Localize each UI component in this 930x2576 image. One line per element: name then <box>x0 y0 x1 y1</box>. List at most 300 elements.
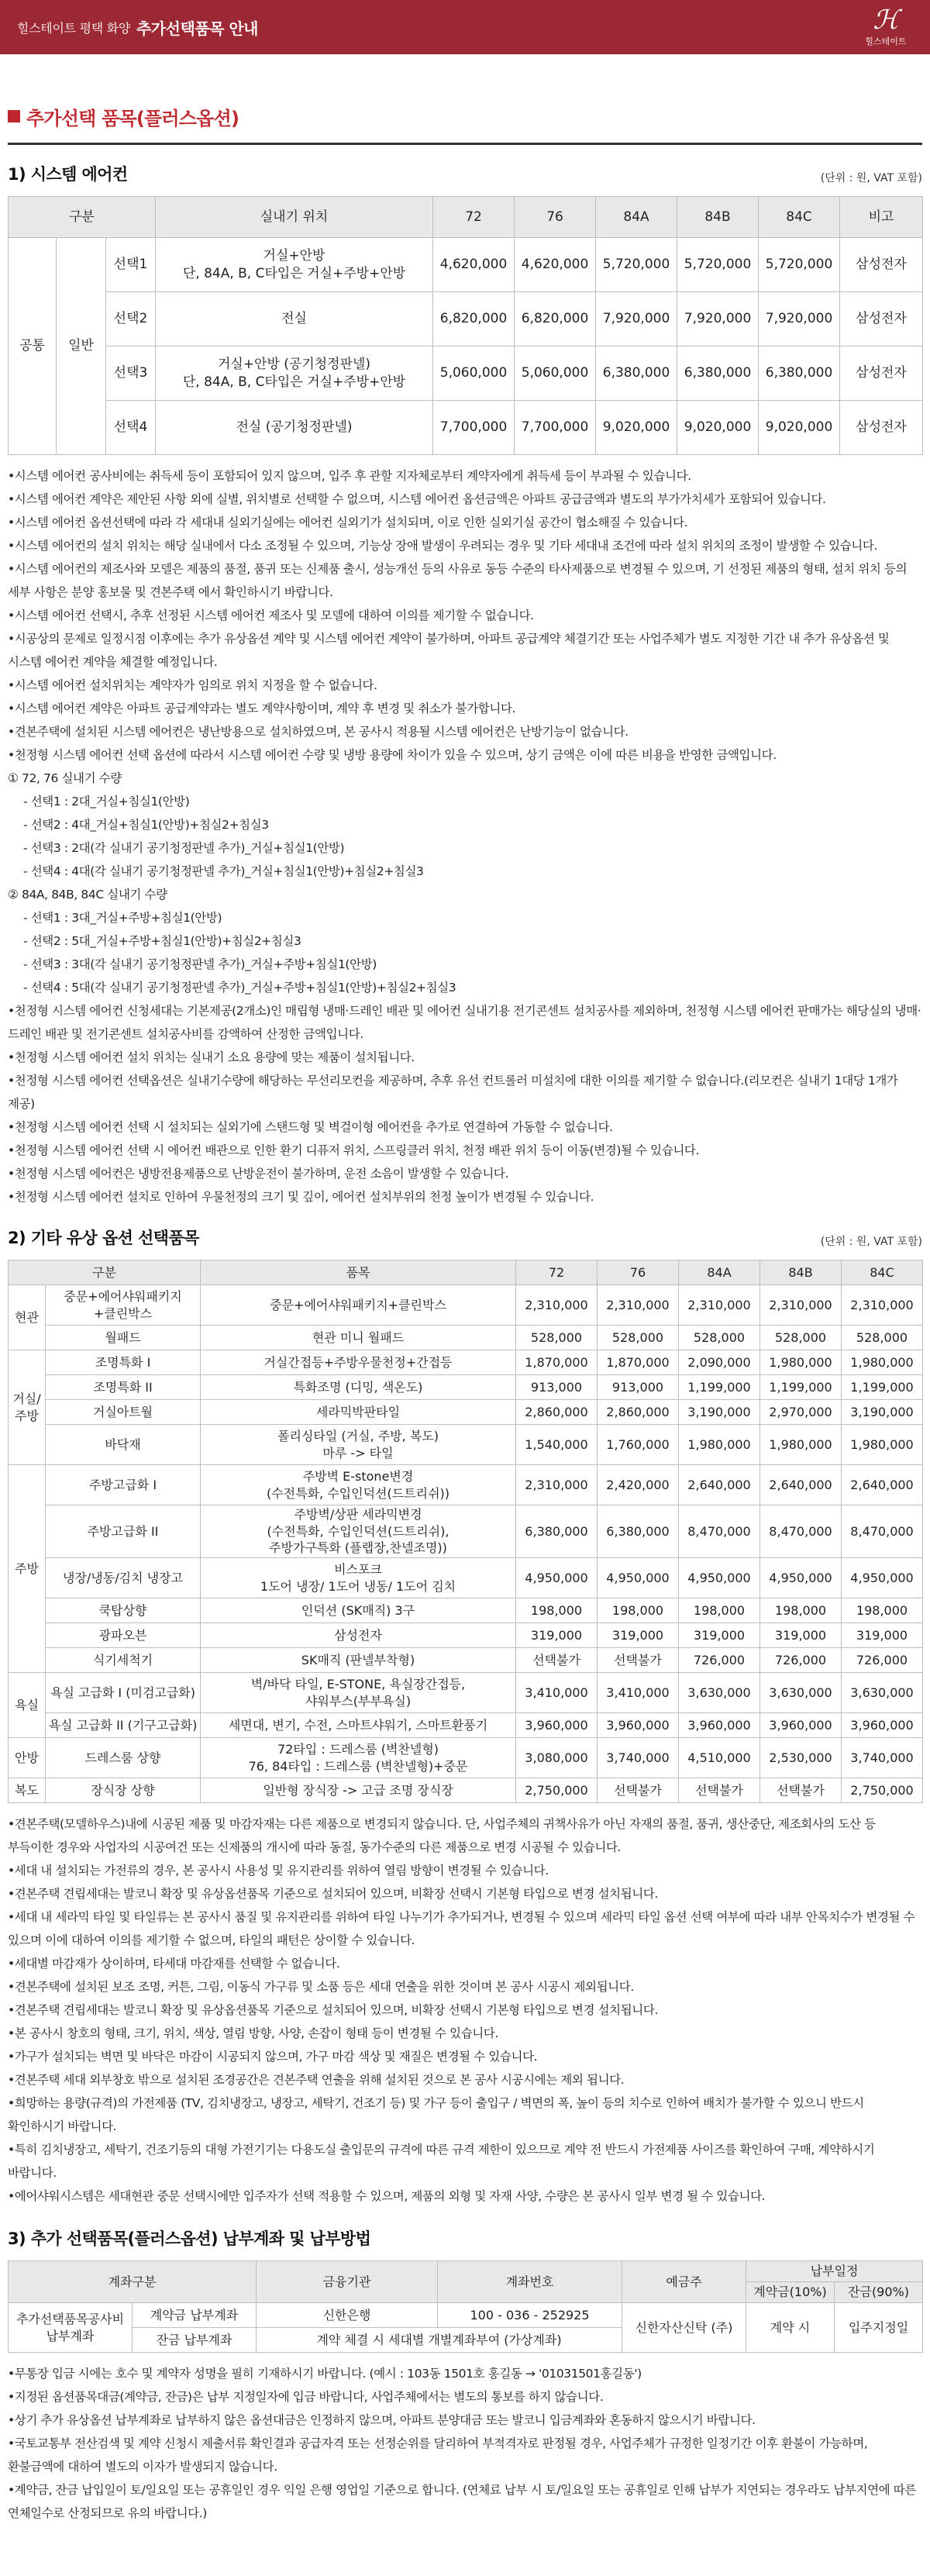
col-header: 84A <box>596 197 677 238</box>
note-line: - 선택1 : 3대_거실+주방+침실1(안방) <box>23 911 222 925</box>
cell-line: 거실간접등+주방우물천정+간접등 <box>264 1354 453 1370</box>
option-item <box>201 1465 516 1505</box>
price-cell: 8,470,000 <box>760 1505 842 1558</box>
cell-line: 벽/바닥 타일, E-STONE, 욕실장간접등, <box>250 1676 466 1691</box>
price-cell: 3,630,000 <box>760 1673 842 1713</box>
table-row <box>9 1648 923 1673</box>
note-line: •천정형 시스템 에어컨 선택옵션은 실내기수량에 해당하는 무선리모컨을 제공하며, 추후 유선 컨트롤러 미설치에 대한 이의를 제기할 수 없습니다.(리모컨은 실내기 1대당 1개가 제공) <box>8 1074 898 1111</box>
section-2-title: 2) 기타 유상 옵션 선택품목 <box>8 1229 199 1247</box>
account-header-row <box>9 2261 923 2282</box>
cell-line: 욕실 고급화 I (미검고급화) <box>50 1685 196 1700</box>
cell-line: 주방가구특화 (플랩장,찬넬조명)) <box>269 1540 447 1556</box>
cell-line: 72타입 : 드레스룸 (벽찬넬형) <box>277 1741 439 1757</box>
note-line: •시스템 에어컨 계약은 제안된 사항 외에 실별, 위치별로 선택할 수 없으며, 시스템 에어컨 옵션금액은 아파트 공급금액과 별도의 부가가치세가 포함되어 있습니다. <box>8 492 826 506</box>
maker-note: 삼성전자 <box>840 292 923 347</box>
price-cell: 7,700,000 <box>433 401 515 455</box>
price-cell: 3,960,000 <box>842 1713 923 1738</box>
cell-line: 폴리싱타일 (거실, 주방, 복도) <box>277 1428 439 1443</box>
price-cell: 726,000 <box>842 1648 923 1673</box>
price-cell: 319,000 <box>760 1623 842 1648</box>
col-header: 금융기관 <box>257 2261 438 2303</box>
price-cell: 319,000 <box>842 1623 923 1648</box>
price-cell: 3,740,000 <box>842 1738 923 1778</box>
note-line: - 선택1 : 2대_거실+침실1(안방) <box>23 795 190 809</box>
option-name <box>46 1285 201 1326</box>
logo-text: 힐스테이트 <box>865 36 907 47</box>
option-item <box>201 1505 516 1558</box>
option-name <box>46 1623 201 1648</box>
option-name <box>46 1465 201 1505</box>
deposit-schedule: 계약 시 <box>746 2303 835 2353</box>
price-cell: 1,199,000 <box>760 1375 842 1400</box>
price-cell: 5,060,000 <box>515 347 596 401</box>
price-cell: 2,640,000 <box>760 1465 842 1505</box>
price-cell: 1,980,000 <box>760 1425 842 1465</box>
price-cell: 5,720,000 <box>596 238 677 292</box>
price-cell: 726,000 <box>679 1648 760 1673</box>
cell-line: 거실+안방 (공기청정판넬) <box>217 356 371 372</box>
cell-line: 주방벽/상판 세라믹변경 <box>294 1507 422 1522</box>
cell-line: 인덕션 (SK매직) 3구 <box>301 1602 415 1618</box>
col-header: 납부일정 <box>746 2261 923 2282</box>
note-line: •견본주택 세대 외부창호 밖으로 설치된 조경공간은 견본주택 연출을 위해 설치된 것으로 본 공사 시공시에는 제외 됩니다. <box>8 2073 625 2087</box>
price-cell: 2,860,000 <box>516 1400 598 1425</box>
note-line: •견본주택에 설치된 시스템 에어컨은 냉난방용으로 설치하였으며, 본 공사시 적용될 시스템 에어컨은 난방기능이 없습니다. <box>8 725 629 739</box>
option-item <box>201 1558 516 1598</box>
cell-line: SK매직 (판넬부착형) <box>301 1652 415 1667</box>
price-cell: 2,970,000 <box>760 1400 842 1425</box>
note-line: - 선택4 : 5대(각 실내기 공기청정판넬 추가)_거실+주방+침실1(안방)+침실2+침실3 <box>23 981 456 995</box>
price-cell: 5,720,000 <box>759 238 840 292</box>
price-cell: 1,980,000 <box>842 1425 923 1465</box>
price-cell: 1,199,000 <box>842 1375 923 1400</box>
note-line: •국토교통부 전산검색 및 계약 신청시 제출서류 확인결과 공급자격 또는 선정순위를 달리하여 부적격자로 판정될 경우, 사업주체가 규정한 일정기간 이후 환불이 가능하며, 환불금액에 대하여 별도의 이자가 발생되지 않습니다. <box>8 2436 868 2474</box>
cell-line: 쿡탑상향 <box>98 1602 147 1618</box>
price-cell: 7,920,000 <box>677 292 759 347</box>
col-header: 76 <box>598 1260 679 1285</box>
cell-line: 전실 (공기청정판넬) <box>236 419 353 436</box>
price-cell: 528,000 <box>598 1326 679 1350</box>
divider <box>8 143 922 145</box>
option-name <box>46 1778 201 1803</box>
cell-line: 주방고급화 I <box>88 1477 157 1492</box>
price-cell: 2,310,000 <box>842 1285 923 1326</box>
price-cell: 8,470,000 <box>842 1505 923 1558</box>
cell-line: 단, 84A, B, C타입은 거실+주방+안방 <box>182 374 406 390</box>
cell-line: 현관 미니 월패드 <box>312 1329 405 1345</box>
cell-line: 샤워부스(부부욕실) <box>305 1693 412 1709</box>
price-cell: 6,380,000 <box>596 347 677 401</box>
price-cell: 3,960,000 <box>516 1713 598 1738</box>
price-cell: 3,630,000 <box>679 1673 760 1713</box>
col-header: 계약금(10%) <box>746 2282 835 2303</box>
option-name <box>46 1505 201 1558</box>
cell-line: 세라믹박판타일 <box>315 1404 401 1419</box>
price-cell: 2,310,000 <box>760 1285 842 1326</box>
option-name <box>46 1738 201 1778</box>
price-cell: 319,000 <box>679 1623 760 1648</box>
table-row <box>9 1400 923 1425</box>
price-cell: 3,960,000 <box>598 1713 679 1738</box>
price-cell: 4,950,000 <box>760 1558 842 1598</box>
col-header: 예금주 <box>622 2261 746 2303</box>
group-label: 욕실 <box>9 1673 46 1738</box>
price-cell: 선택불가 <box>679 1778 760 1803</box>
cell-line: 거실+안방 <box>263 247 326 264</box>
section-2-heading <box>8 1226 922 1249</box>
option-item <box>201 1598 516 1623</box>
account-holder: 신한자산신탁 (주) <box>622 2303 746 2353</box>
table-row <box>9 1673 923 1713</box>
price-cell: 726,000 <box>760 1648 842 1673</box>
price-cell: 6,380,000 <box>516 1505 598 1558</box>
cell-line: 월패드 <box>105 1329 141 1345</box>
note-line: •천정형 시스템 에어컨 선택 옵션에 따라서 시스템 에어컨 수량 및 냉방 용량에 차이가 있을 수 있으며, 상기 금액은 이에 따른 비용을 반영한 금액입니다. <box>8 748 777 762</box>
note-line: •시스템 에어컨 선택시, 추후 선정된 시스템 에어컨 제조사 및 모델에 대하여 이의를 제기할 수 없습니다. <box>8 609 534 622</box>
option-item <box>201 1425 516 1465</box>
group-label: 일반 <box>57 238 106 455</box>
col-header: 비고 <box>840 197 923 238</box>
price-cell: 6,820,000 <box>433 292 515 347</box>
table-row <box>9 401 923 455</box>
price-cell: 913,000 <box>516 1375 598 1400</box>
table-row <box>9 1598 923 1623</box>
red-square-icon <box>8 110 20 122</box>
price-cell: 4,950,000 <box>516 1558 598 1598</box>
note-line: •견본주택 견립세대는 발코니 확장 및 유상옵션품목 기준으로 설치되어 있으며, 비확장 선택시 기본형 타입으로 변경 설치됩니다. <box>8 2003 658 2017</box>
unit-location <box>156 401 433 455</box>
price-cell: 1,760,000 <box>598 1425 679 1465</box>
option-item <box>201 1350 516 1375</box>
note-line: •시공상의 문제로 일정시점 이후에는 추가 유상옵션 계약 및 시스템 에어컨 계약이 불가하며, 아파트 공급계약 체결기간 또는 사업주체가 별도 지정한 기간 내 추가 유상옵션 및 시스템 에어컨 계약을 체결할 예정입니다. <box>8 632 890 669</box>
col-header: 잔금(90%) <box>835 2282 923 2303</box>
price-cell: 6,820,000 <box>515 292 596 347</box>
price-cell: 1,870,000 <box>516 1350 598 1375</box>
col-header: 구분 <box>9 197 156 238</box>
price-cell: 1,870,000 <box>598 1350 679 1375</box>
note-line: •견본주택(모델하우스)내에 시공된 제품 및 마감자재는 다른 제품으로 변경되지 않습니다. 단, 사업주체의 귀책사유가 아닌 자재의 품절, 품귀, 생산중단, 제조회사의 도산 등 부득이한 경우와 사업자의 시공여건 또는 신제품의 개시에 따라 동질, 동가수준의 다른 제품으로 변경 시공될 수 있습니다. <box>8 1817 876 1854</box>
table-row <box>9 1465 923 1505</box>
price-cell: 4,950,000 <box>679 1558 760 1598</box>
option-table-header <box>9 1260 923 1285</box>
note-line: - 선택3 : 2대(각 실내기 공기청정판넬 추가)_거실+침실1(안방) <box>23 841 345 855</box>
option-name <box>46 1400 201 1425</box>
cell-line: 조명특화 II <box>93 1379 153 1395</box>
price-cell: 2,750,000 <box>842 1778 923 1803</box>
price-cell: 319,000 <box>598 1623 679 1648</box>
price-cell: 9,020,000 <box>759 401 840 455</box>
group-label: 복도 <box>9 1778 46 1803</box>
price-cell: 4,950,000 <box>598 1558 679 1598</box>
price-cell: 7,920,000 <box>759 292 840 347</box>
cell-line: +클린박스 <box>93 1305 153 1321</box>
note-line: •시스템 에어컨 옵션선택에 따라 각 세대내 실외기실에는 에어컨 실외기가 설치되며, 이로 인한 실외기실 공간이 협소해질 수 있습니다. <box>8 516 688 529</box>
table-row <box>9 1738 923 1778</box>
note-line: •천정형 시스템 에어컨 선택 시 설치되는 실외기에 스탠드형 및 벽걸이형 에어컨을 추가로 연결하여 가동할 수 없습니다. <box>8 1120 613 1134</box>
table-row <box>9 1558 923 1598</box>
option-name <box>46 1350 201 1375</box>
account-number: 100 - 036 - 252925 <box>438 2303 622 2328</box>
price-cell: 3,630,000 <box>842 1673 923 1713</box>
col-header: 84A <box>679 1260 760 1285</box>
price-cell: 선택불가 <box>516 1648 598 1673</box>
cell-line: 냉장/냉동/김치 냉장고 <box>63 1570 183 1585</box>
note-line: •시스템 에어컨의 설치 위치는 해당 실내에서 다소 조정될 수 있으며, 기능상 장애 발생이 우려되는 경우 및 기타 세대내 조건에 따라 설치 위치의 조정이 발생할 수 있습니다. <box>8 539 877 553</box>
cell-line: 마루 -> 타일 <box>322 1445 394 1460</box>
price-cell: 198,000 <box>679 1598 760 1623</box>
cell-line: 중문+에어샤워패키지+클린박스 <box>270 1297 446 1312</box>
price-cell: 2,310,000 <box>598 1285 679 1326</box>
cell-line: 세면대, 변기, 수전, 스마트샤워기, 스마트환풍기 <box>228 1717 488 1733</box>
cell-line: 바닥재 <box>105 1436 141 1452</box>
option-name: 선택1 <box>106 238 156 292</box>
group-label: 거실/주방 <box>9 1350 46 1465</box>
cell-line: 식기세척기 <box>92 1652 153 1667</box>
note-line: •천정형 시스템 에어컨 선택 시 에어컨 배관으로 인한 환기 디퓨저 위치, 스프링클러 위치, 천정 배관 위치 등이 이동(변경)될 수 있습니다. <box>8 1143 700 1157</box>
group-label: 공통 <box>9 238 57 455</box>
col-header: 구분 <box>9 1260 201 1285</box>
price-cell: 4,950,000 <box>842 1558 923 1598</box>
brand-name: 힐스테이트 평택 화양 <box>17 20 130 36</box>
price-cell: 7,920,000 <box>596 292 677 347</box>
section-3-heading <box>8 2226 922 2250</box>
aircon-table <box>8 196 923 455</box>
group-label: 안방 <box>9 1738 46 1778</box>
cell-line: (수전특화, 수입인덕션(드트리쉬)) <box>266 1485 450 1501</box>
option-table <box>8 1260 923 1803</box>
price-cell: 2,310,000 <box>679 1285 760 1326</box>
note-line: ② 84A, 84B, 84C 실내기 수량 <box>8 888 167 902</box>
price-cell: 528,000 <box>842 1326 923 1350</box>
note-line: - 선택4 : 4대(각 실내기 공기청정판넬 추가)_거실+침실1(안방)+침실2+침실3 <box>23 864 424 878</box>
col-header: 실내기 위치 <box>156 197 433 238</box>
price-cell: 7,700,000 <box>515 401 596 455</box>
price-cell: 4,620,000 <box>515 238 596 292</box>
price-cell: 2,530,000 <box>760 1738 842 1778</box>
note-line: •에어샤워시스템은 세대현관 중문 선택시에만 입주자가 선택 적용할 수 있으며, 제품의 외형 및 자재 사양, 수량은 본 공사시 일부 변경 될 수 있습니다. <box>8 2189 766 2203</box>
section-2-unit: (단위 : 원, VAT 포함) <box>820 1236 922 1248</box>
col-header: 84B <box>677 197 759 238</box>
section-3-title: 3) 추가 선택품목(플러스옵션) 납부계좌 및 납부방법 <box>8 2229 371 2248</box>
option-name: 선택4 <box>106 401 156 455</box>
note-line: •천정형 시스템 에어컨 설치로 인하여 우물천정의 크기 및 깊이, 에어컨 설치부위의 천정 높이가 변경될 수 있습니다. <box>8 1190 594 1204</box>
main-title <box>8 102 930 130</box>
table-row <box>9 1326 923 1350</box>
table-row <box>9 347 923 401</box>
note-line: •본 공사시 창호의 형태, 크기, 위치, 색상, 열림 방향, 사양, 손잡이 형태 등이 변경될 수 있습니다. <box>8 2026 498 2040</box>
price-cell: 3,080,000 <box>516 1738 598 1778</box>
price-cell: 198,000 <box>842 1598 923 1623</box>
cell-line: 주방벽 E-stone변경 <box>302 1468 414 1484</box>
cell-line: 드레스룸 상향 <box>84 1750 161 1765</box>
option-name <box>46 1673 201 1713</box>
option-item <box>201 1673 516 1713</box>
option-item <box>201 1623 516 1648</box>
logo <box>859 7 913 47</box>
cell-line: 1도어 냉장/ 1도어 냉동/ 1도어 김치 <box>260 1578 456 1594</box>
price-cell: 9,020,000 <box>596 401 677 455</box>
col-header: 72 <box>516 1260 598 1285</box>
price-cell: 3,190,000 <box>842 1400 923 1425</box>
aircon-table-header <box>9 197 923 238</box>
option-item <box>201 1285 516 1326</box>
col-header: 계좌구분 <box>9 2261 257 2303</box>
price-cell: 3,410,000 <box>516 1673 598 1713</box>
unit-location <box>156 347 433 401</box>
option-name <box>46 1558 201 1598</box>
price-cell: 1,980,000 <box>760 1350 842 1375</box>
balance-schedule: 입주지정일 <box>835 2303 923 2353</box>
price-cell: 198,000 <box>760 1598 842 1623</box>
col-header: 품목 <box>201 1260 516 1285</box>
maker-note: 삼성전자 <box>840 347 923 401</box>
option-item <box>201 1400 516 1425</box>
price-cell: 528,000 <box>679 1326 760 1350</box>
col-header: 계좌번호 <box>438 2261 622 2303</box>
option-name: 선택3 <box>106 347 156 401</box>
cell-line: 일반형 장식장 -> 고급 조명 장식장 <box>263 1782 453 1798</box>
table-row <box>9 2303 923 2328</box>
account-notes <box>8 2362 922 2525</box>
note-line: •세대 내 세라믹 타일 및 타일류는 본 공사시 품질 및 유지관리를 위하여 타일 나누기가 추가되거나, 변경될 수 있으며 세라믹 타일 옵션 선택 여부에 따라 내부 안목치수가 변경될 수 있으며 이에 대하여 이의를 제기할 수 없으며, 타일의 패턴은 상이할 수 있습니다. <box>8 1910 915 1947</box>
option-name <box>46 1598 201 1623</box>
option-name <box>46 1648 201 1673</box>
cell-line: 비스포크 <box>334 1561 382 1577</box>
cell-line: 거실아트월 <box>92 1404 153 1419</box>
header-bar <box>0 0 930 54</box>
price-cell: 528,000 <box>516 1326 598 1350</box>
note-line: - 선택2 : 4대_거실+침실1(안방)+침실2+침실3 <box>23 818 269 832</box>
option-name <box>46 1713 201 1738</box>
price-cell: 319,000 <box>516 1623 598 1648</box>
note-line: •천정형 시스템 에어컨은 냉방전용제품으로 난방운전이 불가하며, 운전 소음이 발생할 수 있습니다. <box>8 1167 508 1181</box>
note-line: •세대별 마감재가 상이하며, 타세대 마감재를 선택할 수 없습니다. <box>8 1957 340 1971</box>
price-cell: 198,000 <box>598 1598 679 1623</box>
note-line: •희망하는 용량(규격)의 가전제품 (TV, 김치냉장고, 냉장고, 세탁기, 건조기 등) 및 가구 등이 출입구 / 벽면의 폭, 높이 등의 치수로 인하여 배치가 불가할 수 있으니 반드시 확인하시기 바랍니다. <box>8 2096 864 2133</box>
price-cell: 3,190,000 <box>679 1400 760 1425</box>
price-cell: 선택불가 <box>598 1648 679 1673</box>
price-cell: 2,090,000 <box>679 1350 760 1375</box>
note-line: •무통장 입금 시에는 호수 및 계약자 성명을 필히 기재하시기 바랍니다. (예시 : 103동 1501호 홍길동 → '01031501홍길동') <box>8 2367 642 2381</box>
price-cell: 1,980,000 <box>679 1425 760 1465</box>
account-table <box>8 2260 923 2353</box>
account-type: 잔금 납부계좌 <box>133 2328 257 2353</box>
price-cell: 528,000 <box>760 1326 842 1350</box>
note-line: •가구가 설치되는 벽면 및 바닥은 마감이 시공되지 않으며, 가구 마감 색상 및 재질은 변경될 수 있습니다. <box>8 2050 538 2064</box>
price-cell: 1,199,000 <box>679 1375 760 1400</box>
table-row <box>9 1425 923 1465</box>
price-cell: 2,310,000 <box>516 1285 598 1326</box>
price-cell: 8,470,000 <box>679 1505 760 1558</box>
price-cell: 1,980,000 <box>842 1350 923 1375</box>
bank-name: 신한은행 <box>257 2303 438 2328</box>
table-row <box>9 1285 923 1326</box>
unit-location <box>156 238 433 292</box>
cell-line: 욕실 고급화 II (기구고급화) <box>48 1717 198 1733</box>
cell-line: 조명특화 I <box>95 1354 151 1370</box>
aircon-notes <box>8 464 922 1209</box>
option-name <box>46 1375 201 1400</box>
table-row <box>9 1778 923 1803</box>
price-cell: 2,860,000 <box>598 1400 679 1425</box>
note-line: •천정형 시스템 에어컨 설치 위치는 실내기 소요 용량에 맞는 제품이 설치됩니다. <box>8 1050 415 1064</box>
option-item <box>201 1778 516 1803</box>
note-line: •상기 추가 유상옵션 납부계좌로 납부하지 않은 옵션대금은 인정하지 않으며, 아파트 분양대금 또는 발코니 입금계좌와 혼동하지 않으시기 바랍니다. <box>8 2413 756 2427</box>
price-cell: 2,640,000 <box>679 1465 760 1505</box>
price-cell: 198,000 <box>516 1598 598 1623</box>
note-line: •견본주택에 설치된 보조 조명, 커튼, 그림, 이동식 가구류 및 소품 등은 세대 연출을 위한 것이며 본 공사 시공시 제외됩니다. <box>8 1980 634 1994</box>
price-cell: 3,960,000 <box>760 1713 842 1738</box>
price-cell: 3,960,000 <box>679 1713 760 1738</box>
header-title: 추가선택품목 안내 <box>136 19 259 38</box>
price-cell: 4,620,000 <box>433 238 515 292</box>
price-cell: 9,020,000 <box>677 401 759 455</box>
price-cell: 3,740,000 <box>598 1738 679 1778</box>
option-item <box>201 1648 516 1673</box>
cell-line: 장식장 상향 <box>91 1782 155 1798</box>
col-header: 84B <box>760 1260 842 1285</box>
col-header: 76 <box>515 197 596 238</box>
col-header: 84C <box>842 1260 923 1285</box>
price-cell: 6,380,000 <box>598 1505 679 1558</box>
table-row <box>9 238 923 292</box>
note-line: •시스템 에어컨 공사비에는 취득세 등이 포함되어 있지 않으며, 입주 후 관할 지자체로부터 계약자에게 취득세 등이 부과될 수 있습니다. <box>8 469 691 483</box>
price-cell: 5,060,000 <box>433 347 515 401</box>
option-name <box>46 1425 201 1465</box>
cell-line: 광파오븐 <box>98 1627 147 1643</box>
bank-name: 계약 체결 시 세대별 개별계좌부여 (가상계좌) <box>257 2328 622 2353</box>
price-cell: 1,540,000 <box>516 1425 598 1465</box>
note-line: •시스템 에어컨의 제조사와 모델은 제품의 품절, 품귀 또는 신제품 출시, 성능개선 등의 사유로 동등 수준의 타사제품으로 변경될 수 있으며, 기 선정된 제품의 형태, 설치 위치 등의 세부 사항은 분양 홍보물 및 견본주택 에서 확인하시기 바랍니다. <box>8 562 908 599</box>
option-item <box>201 1713 516 1738</box>
logo-mark-icon: ℋ <box>873 5 899 36</box>
table-row <box>9 1623 923 1648</box>
cell-line: 주방고급화 II <box>87 1523 159 1539</box>
option-name <box>46 1326 201 1350</box>
account-category: 추가선택품목공사비 납부계좌 <box>9 2303 133 2353</box>
price-cell: 2,420,000 <box>598 1465 679 1505</box>
section-1-heading <box>8 162 922 185</box>
price-cell: 3,410,000 <box>598 1673 679 1713</box>
maker-note: 삼성전자 <box>840 401 923 455</box>
note-line: - 선택3 : 3대(각 실내기 공기청정판넬 추가)_거실+주방+침실1(안방) <box>23 957 377 971</box>
group-label: 현관 <box>9 1285 46 1350</box>
table-row <box>9 292 923 347</box>
price-cell: 5,720,000 <box>677 238 759 292</box>
note-line: ① 72, 76 실내기 수량 <box>8 771 122 785</box>
note-line: •계약금, 잔금 납입일이 토/일요일 또는 공휴일인 경우 익일 은행 영업일 기준으로 합니다. (연체료 납부 시 토/일요일 또는 공휴일로 인해 납부가 지연되는 경우라도 납부지연에 따른 연체일수로 산정되므로 유의 바랍니다.) <box>8 2483 916 2520</box>
cell-line: 중문+에어샤워패키지 <box>64 1288 182 1304</box>
account-type: 계약금 납부계좌 <box>133 2303 257 2328</box>
cell-line: (수전특화, 수입인덕션(드트리쉬), <box>267 1523 450 1539</box>
cell-line: 76, 84타입 : 드레스룸 (벽찬넬형)+중문 <box>248 1758 468 1774</box>
price-cell: 2,640,000 <box>842 1465 923 1505</box>
option-item <box>201 1738 516 1778</box>
note-line: •견본주택 견립세대는 발코니 확장 및 유상옵션품목 기준으로 설치되어 있으며, 비확장 선택시 기본형 타입으로 변경 설치됩니다. <box>8 1887 658 1901</box>
cell-line: 삼성전자 <box>334 1627 382 1643</box>
option-item <box>201 1326 516 1350</box>
section-1-title: 1) 시스템 에어컨 <box>8 165 128 184</box>
note-line: •시스템 에어컨 계약은 아파트 공급계약과는 별도 계약사항이며, 계약 후 변경 및 취소가 불가합니다. <box>8 702 516 716</box>
col-header: 72 <box>433 197 515 238</box>
table-row <box>9 1375 923 1400</box>
section-1-unit: (단위 : 원, VAT 포함) <box>820 172 922 184</box>
price-cell: 6,380,000 <box>759 347 840 401</box>
table-row <box>9 1350 923 1375</box>
price-cell: 4,510,000 <box>679 1738 760 1778</box>
unit-location <box>156 292 433 347</box>
option-notes <box>8 1812 922 2208</box>
